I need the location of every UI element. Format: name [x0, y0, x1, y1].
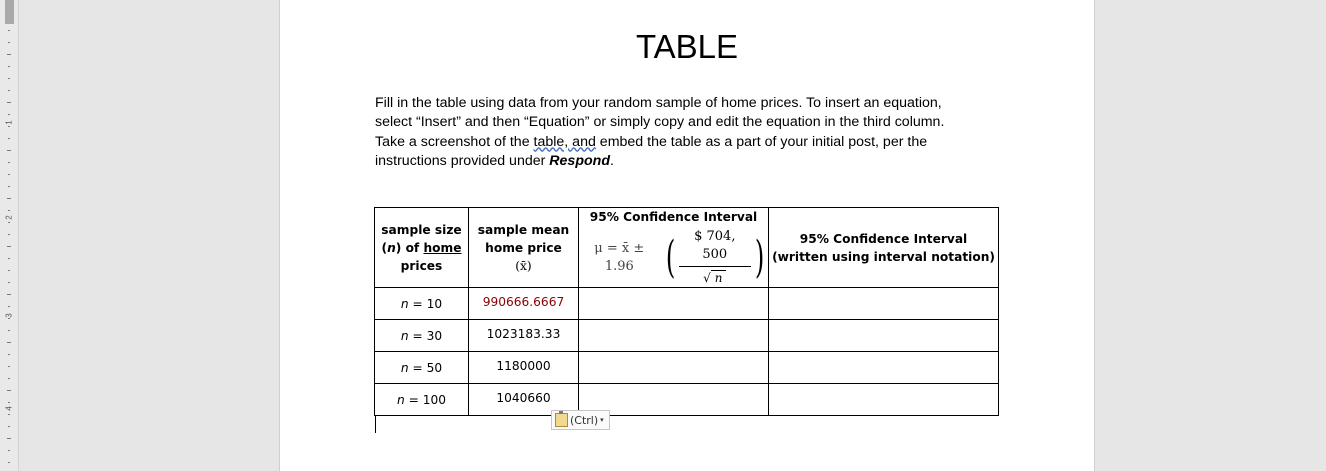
- paste-options-button[interactable]: [551, 410, 610, 430]
- cell-interval[interactable]: [769, 320, 999, 352]
- ruler-tick: [8, 426, 10, 427]
- ruler-tick: [8, 234, 10, 235]
- ruler-tick: [8, 270, 10, 271]
- ruler-tick: [8, 402, 10, 403]
- ruler-number: 1: [4, 120, 14, 125]
- ruler-tick: [8, 78, 10, 79]
- ruler-tick: [8, 282, 10, 283]
- cell-interval[interactable]: [769, 352, 999, 384]
- spelling-squiggle: table, and: [533, 133, 596, 150]
- cell-interval[interactable]: [769, 384, 999, 416]
- ruler-number: 3: [4, 313, 14, 318]
- instructions-paragraph: Fill in the table using data from your random sample of home prices. To insert an equation, select “Insert” and then “Equation” or simply copy and edit the equation in the third column. Take a screenshot of the table, and embed the table as a part of your initial post, per the instructions provided under Respond.: [375, 95, 945, 169]
- respond-bold: Respond: [549, 152, 610, 169]
- ruler-tick: [8, 126, 10, 127]
- ruler-tick: [8, 450, 10, 451]
- ruler-tick: [8, 462, 10, 463]
- ruler-tick: [7, 246, 11, 247]
- ruler-tick: [8, 210, 10, 211]
- ruler-tick: [8, 330, 10, 331]
- header-interval-notation[interactable]: 95% Confidence Interval (written using interval notation): [769, 208, 999, 288]
- ruler-tick: [7, 438, 11, 439]
- table-row: [375, 352, 999, 384]
- ruler-tick: [8, 42, 10, 43]
- ci-equation[interactable]: μ = x̄ ± 1.96 ( $\frac{\$ 704, 500}{√ n}$ ): [594, 229, 765, 285]
- table-row: [375, 288, 999, 320]
- ruler-tick: [8, 30, 10, 31]
- ruler-tick: [8, 162, 10, 163]
- document-title: TABLE: [635, 28, 739, 65]
- ruler-tick: [7, 150, 11, 151]
- cell-sample-size[interactable]: n = 50: [375, 352, 469, 384]
- ruler-tick: [7, 54, 11, 55]
- cell-sample-size[interactable]: n = 100: [375, 384, 469, 416]
- cell-sample-mean[interactable]: 990666.6667: [469, 288, 579, 320]
- ruler-tick: [8, 138, 10, 139]
- header-sample-mean[interactable]: sample mean home price (x̄): [469, 208, 579, 288]
- ruler-tick: [8, 258, 10, 259]
- ruler-tick: [8, 114, 10, 115]
- cell-ci[interactable]: [579, 352, 769, 384]
- ruler-number: 4: [4, 406, 14, 411]
- ruler-tick: [8, 90, 10, 91]
- cell-sample-size[interactable]: n = 10: [375, 288, 469, 320]
- ruler-tick: [8, 366, 10, 367]
- ruler-tick: [8, 414, 10, 415]
- cell-sample-mean[interactable]: 1023183.33: [469, 320, 579, 352]
- cell-interval[interactable]: [769, 288, 999, 320]
- table-header-row: [375, 208, 999, 288]
- ruler-tick: [8, 378, 10, 379]
- paste-options-label: (Ctrl): [570, 413, 599, 427]
- data-table: [374, 207, 999, 416]
- vertical-ruler: [0, 0, 19, 471]
- ruler-margin-marker[interactable]: [5, 0, 14, 24]
- cell-sample-mean[interactable]: 1040660: [469, 384, 579, 416]
- clipboard-icon: [555, 413, 568, 427]
- ruler-tick: [7, 342, 11, 343]
- cell-ci[interactable]: [579, 320, 769, 352]
- cell-sample-mean[interactable]: 1180000: [469, 352, 579, 384]
- ruler-tick: [7, 198, 11, 199]
- text-cursor: [375, 415, 376, 433]
- table-row: [375, 320, 999, 352]
- cell-ci[interactable]: [579, 288, 769, 320]
- table-row: [375, 384, 999, 416]
- ruler-tick: [8, 222, 10, 223]
- ruler-tick: [8, 66, 10, 67]
- ruler-number: 2: [4, 215, 14, 220]
- chevron-down-icon: ▾: [600, 416, 604, 424]
- ruler-tick: [7, 390, 11, 391]
- cell-sample-size[interactable]: n = 30: [375, 320, 469, 352]
- ruler-tick: [8, 318, 10, 319]
- ruler-tick: [7, 294, 11, 295]
- ruler-tick: [8, 186, 10, 187]
- header-sample-size[interactable]: sample size (n) of home prices: [375, 208, 469, 288]
- ruler-tick: [8, 306, 10, 307]
- ruler-tick: [8, 354, 10, 355]
- document-page[interactable]: [279, 0, 1095, 471]
- header-confidence-interval[interactable]: 95% Confidence Interval μ = x̄ ± 1.96 ( $\frac{\$ 704, 500}{√ n}$ ): [579, 208, 769, 288]
- ruler-tick: [8, 174, 10, 175]
- ruler-tick: [7, 102, 11, 103]
